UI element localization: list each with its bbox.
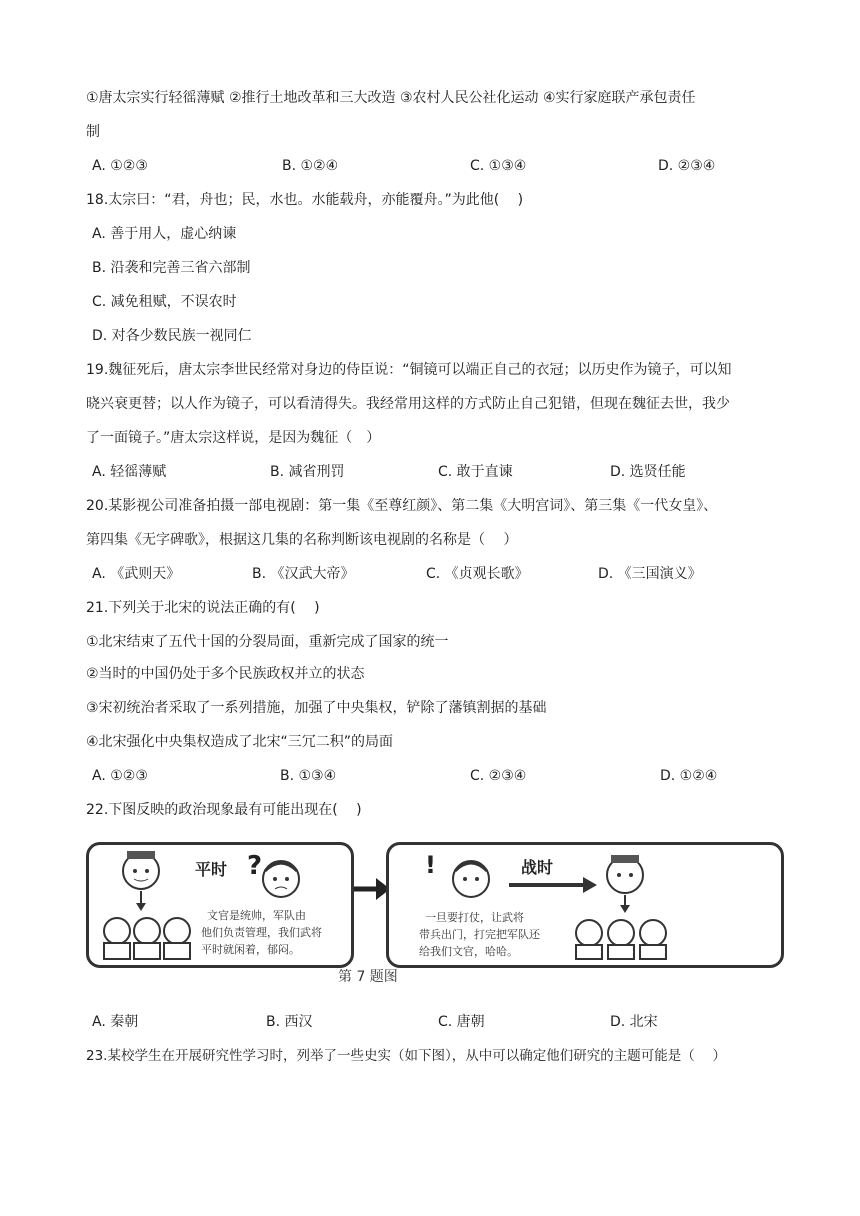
q21-item-2: ②当时的中国仍处于多个民族政权并立的状态 (86, 666, 365, 682)
q21-item-4: ④北宋强化中央集权造成了北宋“三冗二积”的局面 (86, 734, 394, 750)
q22-option-d[interactable]: D. 北宋 (610, 1014, 658, 1030)
cartoon-right-mark: ! (425, 851, 436, 879)
q17-option-c[interactable]: C. ①③④ (470, 158, 527, 174)
q20-stem-line1: 20.某影视公司准备拍摄一部电视剧：第一集《至尊红颜》、第二集《大明宫词》、第三集《一代女皇》、 (86, 498, 718, 514)
q22-option-b[interactable]: B. 西汉 (266, 1014, 313, 1030)
q17-option-b[interactable]: B. ①②④ (282, 158, 339, 174)
q21-stem: 21.下列关于北宋的说法正确的有( ) (86, 600, 320, 616)
q21-option-c[interactable]: C. ②③④ (470, 768, 527, 784)
q21-item-3: ③宋初统治者采取了一系列措施，加强了中央集权，铲除了藩镇割据的基础 (86, 700, 547, 716)
q19-option-a[interactable]: A. 轻徭薄赋 (92, 464, 167, 480)
cartoon-right-title: 战时 (521, 858, 554, 877)
cartoon-left-mark: ? (247, 851, 263, 881)
cartoon-right-speech-3: 给我们文官，哈哈。 (419, 945, 518, 958)
q22-option-c[interactable]: C. 唐朝 (438, 1014, 485, 1030)
cartoon-right-speech-1: 一旦要打仗，让武将 (425, 911, 524, 924)
q21-option-b[interactable]: B. ①③④ (280, 768, 337, 784)
q18-option-a[interactable]: A. 善于用人，虚心纳谏 (92, 226, 237, 242)
q17-option-d[interactable]: D. ②③④ (658, 158, 716, 174)
q23-stem: 23.某校学生在开展研究性学习时，列举了一些史实（如下图），从中可以确定他们研究的主题可能是（ ） (86, 1048, 727, 1064)
q21-option-d[interactable]: D. ①②④ (660, 768, 718, 784)
cartoon-left-speech-3: 平时就闲着，郁闷。 (201, 943, 300, 956)
q19-option-b[interactable]: B. 减省刑罚 (270, 464, 345, 480)
cartoon-panel-wartime (386, 842, 784, 968)
q17-items-line1: ①唐太宗实行轻徭薄赋 ②推行土地改革和三大改造 ③农村人民公社化运动 ④实行家庭联产承包责任 (86, 90, 696, 106)
q20-stem-line2: 第四集《无字碑歌》，根据这几集的名称判断该电视剧的名称是（ ） (86, 532, 518, 548)
q19-stem-line2: 晓兴衰更替；以人作为镜子，可以看清得失。我经常用这样的方式防止自己犯错，但现在魏征去世，我少 (86, 396, 730, 412)
political-cartoon (86, 838, 786, 988)
cartoon-panel-peacetime (86, 842, 354, 968)
q20-option-a[interactable]: A. 《武则天》 (92, 566, 181, 582)
cartoon-left-speech-2: 他们负责管理，我们武将 (201, 926, 322, 939)
q21-option-a[interactable]: A. ①②③ (92, 768, 148, 784)
cartoon-left-title: 平时 (195, 860, 228, 879)
q20-option-c[interactable]: C. 《贞观长歌》 (426, 566, 529, 582)
q17-option-a[interactable]: A. ①②③ (92, 158, 148, 174)
q20-option-b[interactable]: B. 《汉武大帝》 (252, 566, 355, 582)
q19-stem-line1: 19.魏征死后，唐太宗李世民经常对身边的侍臣说：“铜镜可以端正自己的衣冠；以历史作为镜子，可以知 (86, 362, 732, 378)
q20-option-d[interactable]: D. 《三国演义》 (598, 566, 702, 582)
q19-option-d[interactable]: D. 选贤任能 (610, 464, 686, 480)
q18-stem: 18.太宗曰：“君，舟也；民，水也。水能载舟，亦能覆舟。”为此他( ) (86, 192, 524, 208)
q18-option-d[interactable]: D. 对各少数民族一视同仁 (92, 328, 252, 344)
q21-item-1: ①北宋结束了五代十国的分裂局面，重新完成了国家的统一 (86, 634, 449, 650)
q22-option-a[interactable]: A. 秦朝 (92, 1014, 139, 1030)
q18-option-c[interactable]: C. 减免租赋，不误农时 (92, 294, 237, 310)
q19-option-c[interactable]: C. 敢于直谏 (438, 464, 513, 480)
cartoon-caption: 第 7 题图 (338, 969, 398, 985)
q17-items-line2: 制 (86, 124, 100, 140)
cartoon-right-speech-2: 带兵出门，打完把军队还 (419, 928, 540, 941)
q19-stem-line3: 了一面镜子。”唐太宗这样说，是因为魏征（ ） (86, 430, 381, 446)
cartoon-left-speech-1: 文官是统帅，军队由 (207, 909, 306, 922)
q22-stem: 22.下图反映的政治现象最有可能出现在( ) (86, 802, 362, 818)
q18-option-b[interactable]: B. 沿袭和完善三省六部制 (92, 260, 251, 276)
